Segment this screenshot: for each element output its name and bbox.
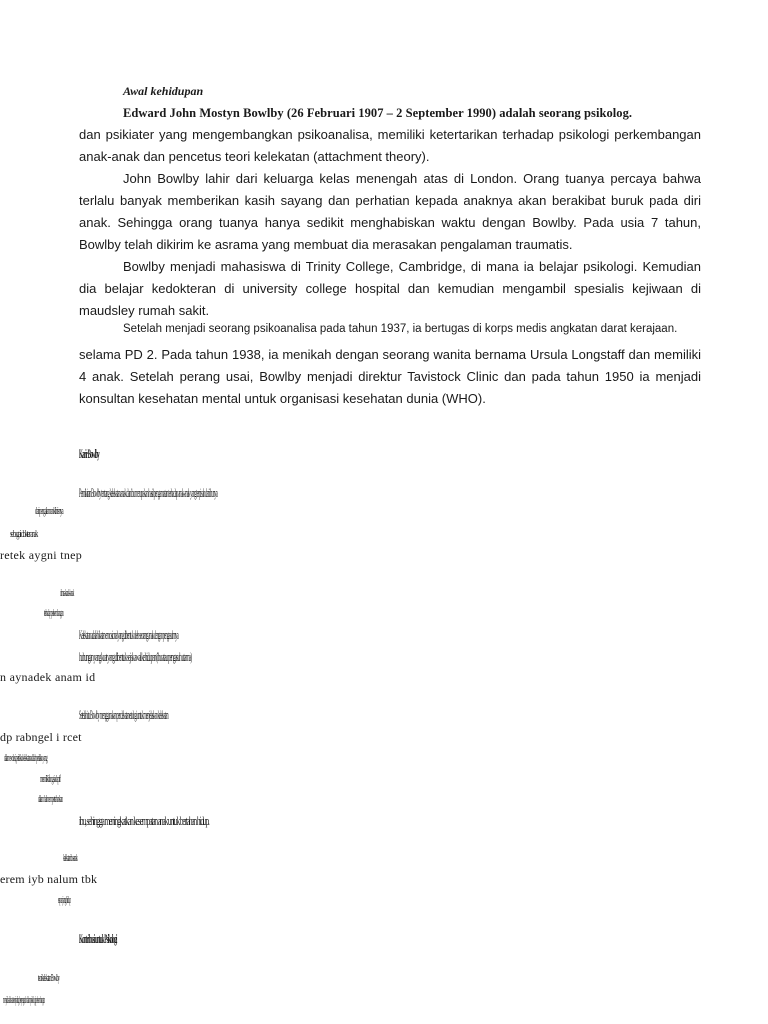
paragraph-4-first-line: Setelah menjadi seorang psikoanalisa pada tahun 1937, ia bertugas di korps medis angkatan darat kerajaan. — [123, 323, 678, 335]
paragraph-4-rest: selama PD 2. Pada tahun 1938, ia menikah dengan seorang wanita bernama Ursula Longstaff dan memiliki 4 anak. Setelah perang usai, Bowlby menjadi direktur Tavistock Clinic dan pada tahun 1950 ia menjadi konsultan kesehatan mental untuk organisasi kesehatan dunia (WHO). — [79, 347, 701, 406]
section-heading-career: Karir Bowlby — [79, 446, 100, 461]
paragraph-intro — [79, 124, 701, 322]
career-line-18: sepanjang hidup — [58, 894, 71, 906]
career-line-8: hubungan yang kuat yang dibentuk sejak awal kehidupan (ibu atau pengasuh utama) — [79, 649, 192, 664]
career-line-12: dalam evolusi, perilaku kelekatan adalah perilaku yang — [4, 752, 47, 764]
paragraph-2: John Bowlby lahir dari keluarga kelas menengah atas di London. Orang tuanya percaya bahwa terlalu banyak memberikan kasih sayang dan perhatian kepada anaknya akan berakibat buruk pada diri anak. Sehingga orang tuanya hanya sedikit menghabiskan waktu dengan Bowlby. Pada usia 7 tahun, Bowlby telah dikirim ke asrama yang membuat dia merasakan pengalaman traumatis. — [79, 171, 701, 252]
career-line-16: kelekatan ibu-anak — [63, 852, 78, 864]
career-line-5: di masa kanak-kanak — [60, 587, 74, 599]
paragraph-1: dan psikiater yang mengembangkan psikoanalisa, memiliki ketertarikan terhadap psikologi perkembangan anak-anak dan pencetus teori kelekatan (attachment theory). — [79, 127, 701, 164]
career-line-11: dp rabngel i rcet — [0, 730, 82, 744]
paragraph-3: Bowlby menjadi mahasiswa di Trinity College, Cambridge, di mana ia belajar psikologi. Kemudian dia belajar kedokteran di university college hospital dan kemudian mengambil spesialis kejiwaan di maudsley rumah sakit. — [79, 259, 701, 318]
career-line-2: dari pengalaman klinisnya — [35, 505, 63, 517]
career-line-10: Setelah itu Bowlby menggunakan pendekatan etologi untuk menjelaskan kelekatan — [79, 707, 168, 722]
career-line-1: Pemikiran Bowlby tentang kelekatan anak dan ibu merupakan hasil pengamatan terhadap anak-anak yang terpisah dari ibunya — [79, 485, 218, 500]
career-line-7: Kelekatan adalah ikatan emosional yang dibentuk oleh seorang anak dengan pengasuhnya — [79, 627, 178, 642]
career-line-14: dalam hal mempertahankan — [38, 793, 63, 805]
contribution-line-2: menjadi salah satu teori paling berpengaruh dalam psikologi perkembangan — [3, 994, 45, 1006]
career-line-9: n aynadek anam id — [0, 670, 96, 684]
paragraph-4 — [79, 344, 701, 410]
career-line-15: ibu, sehingga meningkatkan kesempatan anak untuk bertahan hidup. — [79, 813, 209, 828]
contribution-line-1: teori kelekatan Bowlby — [38, 972, 60, 984]
career-line-17: erem iyb nalum tbk — [0, 872, 98, 886]
career-line-3: sebagai dokter anak — [10, 528, 38, 540]
section-heading-contribution: Kontribusi untuk Psikologi — [79, 931, 117, 946]
section-heading-early-life: Awal kehidupan — [123, 84, 204, 98]
career-line-13: memiliki fungsi adaptif — [40, 773, 61, 785]
career-line-4: retek aygni tnep — [0, 548, 83, 562]
career-line-6: terhadap perkembangan — [44, 607, 64, 619]
lead-sentence: Edward John Mostyn Bowlby (26 Februari 1907 – 2 September 1990) adalah seorang psikolog. — [123, 106, 633, 120]
